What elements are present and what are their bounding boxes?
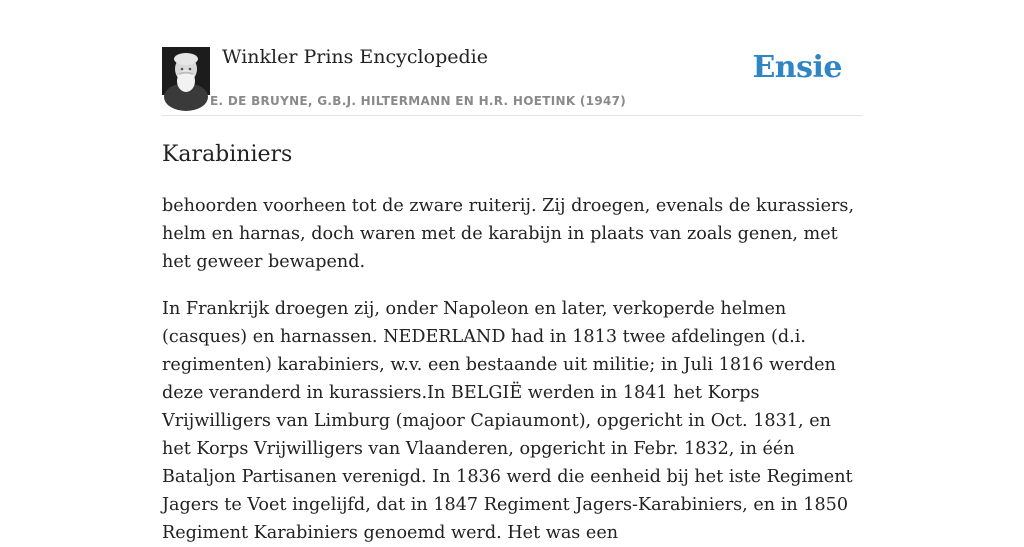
article-title: Karabiniers xyxy=(162,142,293,167)
article-paragraph: In Frankrijk droegen zij, onder Napoleon en later, verkoperde helmen (casques) en harnassen. NEDERLAND had in 1813 twee afdelingen (d.i. regimenten) karabiniers, w.v. een bestaande uit militie; in Juli 1816 werden deze veranderd in kurassiers.In BELGIË werden in 1841 het Korps Vrijwilligers van Limburg (majoor Capiaumont), opgericht in Oct. 1831, en het Korps Vrijwilligers van Vlaanderen, opgericht in Febr. 1832, in één Bataljon Partisanen verenigd. In 1836 werd die eenheid bij het iste Regiment Jagers te Voet ingelijfd, dat in 1847 Regiment Jagers-Karabiniers, en in 1850 Regiment Karabiniers genoemd werd. Het was een xyxy=(162,299,853,543)
book-header xyxy=(162,40,862,116)
book-authors: E. DE BRUYNE, G.B.J. HILTERMANN EN H.R. HOETINK (1947) xyxy=(210,94,627,108)
book-title[interactable]: Winkler Prins Encyclopedie xyxy=(222,46,488,68)
ensie-logo[interactable]: Ensie xyxy=(752,50,842,85)
author-portrait-image xyxy=(162,47,210,95)
article-paragraph: behoorden voorheen tot de zware ruiterij. Zij droegen, evenals de kurassiers, helm en harnas, doch waren met de karabijn in plaats van zoals genen, met het geweer bewapend. xyxy=(162,196,855,272)
author-avatar[interactable] xyxy=(162,47,210,95)
article xyxy=(162,138,862,547)
